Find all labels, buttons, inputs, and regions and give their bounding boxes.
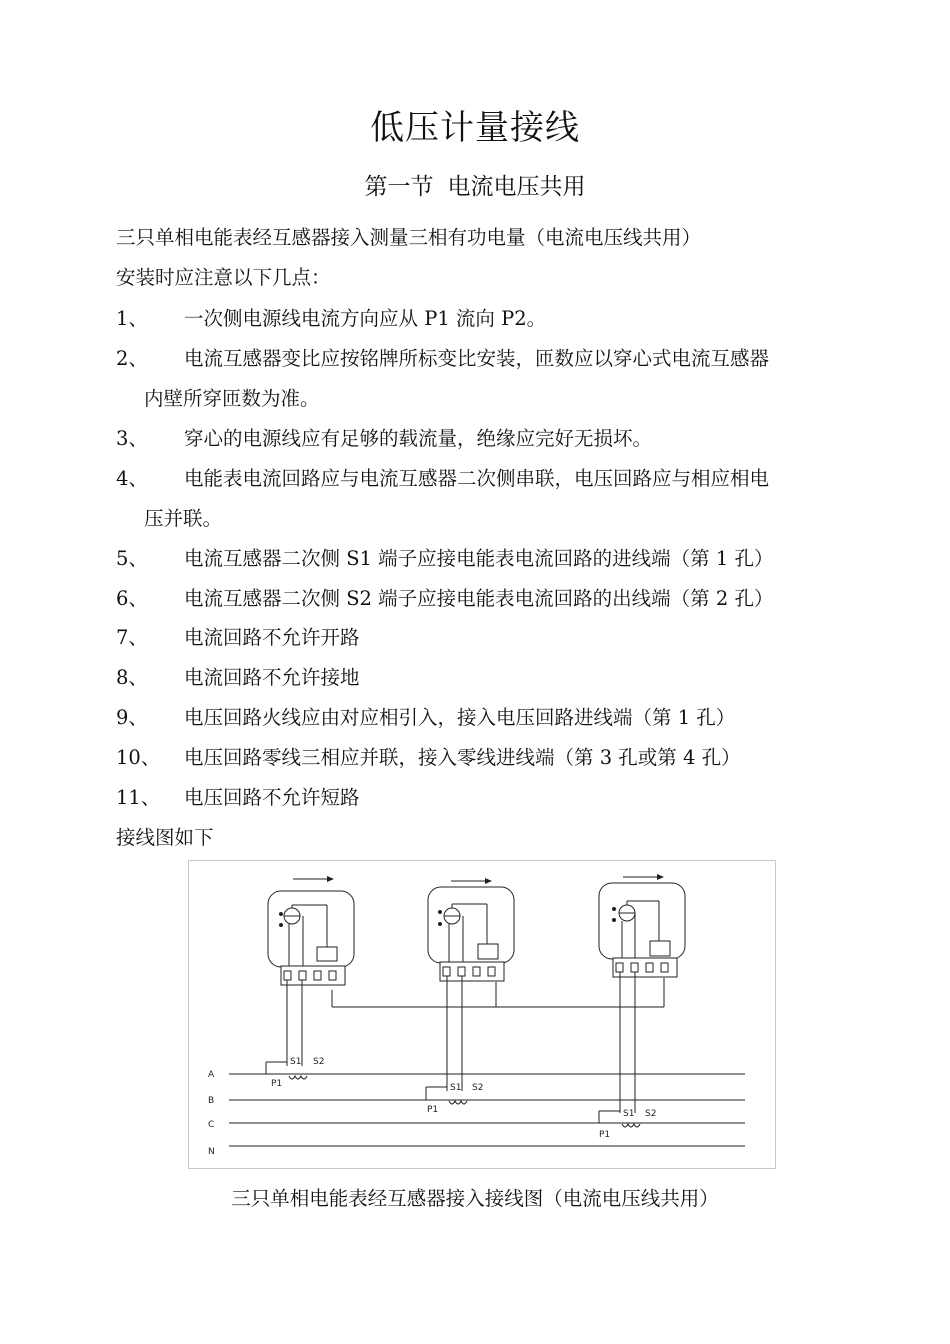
list-item-text: 电流互感器变比应按铭牌所标变比安装，匝数应以穿心式电流互感器: [184, 347, 770, 370]
diagram-lead: 接线图如下: [116, 826, 214, 849]
list-item-continuation: 内壁所穿匝数为准。: [144, 387, 320, 410]
ct3-s1-label: S1: [623, 1109, 635, 1119]
figure-caption: 三只单相电能表经互感器接入接线图（电流电压线共用）: [231, 1187, 719, 1210]
wiring-diagram: [188, 860, 776, 1169]
phase-label-c: C: [208, 1120, 215, 1130]
phase-label-b: B: [208, 1096, 215, 1106]
ct3-p1-label: P1: [599, 1130, 611, 1140]
list-item-number: 1、: [116, 307, 148, 330]
phase-label-n: N: [208, 1147, 215, 1157]
list-item-text: 电压回路火线应由对应相引入，接入电压回路进线端（第 1 孔）: [184, 706, 736, 729]
list-item-text: 一次侧电源线电流方向应从 P1 流向 P2。: [184, 307, 547, 330]
list-item-text: 电压回路不允许短路: [184, 786, 360, 809]
list-item-number: 5、: [116, 547, 148, 570]
section-name: 电流电压共用: [447, 174, 586, 200]
meter-3: [599, 874, 685, 1127]
ct1-s2-label: S2: [313, 1057, 325, 1067]
list-item-number: 10、: [116, 746, 161, 769]
list-item-number: 6、: [116, 587, 148, 610]
list-item-number: 3、: [116, 427, 148, 450]
list-item-text: 电流互感器二次侧 S2 端子应接电能表电流回路的出线端（第 2 孔）: [184, 587, 774, 610]
meter-2: [426, 878, 514, 1104]
list-item-text: 电流回路不允许接地: [184, 666, 360, 689]
ct1-p1-label: P1: [271, 1079, 283, 1089]
list-item-number: 2、: [116, 347, 148, 370]
list-item-number: 11、: [116, 786, 161, 809]
list-item-number: 9、: [116, 706, 148, 729]
lead-paragraph: 安装时应注意以下几点：: [116, 266, 331, 289]
list-item-text: 电流互感器二次侧 S1 端子应接电能表电流回路的进线端（第 1 孔）: [184, 547, 774, 570]
ct2-p1-label: P1: [427, 1105, 439, 1115]
list-item-text: 电压回路零线三相应并联，接入零线进线端（第 3 孔或第 4 孔）: [184, 746, 741, 769]
ct2-s2-label: S2: [472, 1083, 484, 1093]
ct3-s2-label: S2: [645, 1109, 657, 1119]
intro-paragraph: 三只单相电能表经互感器接入测量三相有功电量（电流电压线共用）: [116, 226, 702, 249]
list-item-continuation: 压并联。: [144, 507, 223, 530]
list-item-text: 电能表电流回路应与电流互感器二次侧串联，电压回路应与相应相电: [184, 467, 770, 490]
list-item-number: 7、: [116, 626, 148, 649]
section-heading: [0, 168, 950, 201]
section-number: 第一节: [364, 174, 434, 200]
ct1-s1-label: S1: [290, 1057, 302, 1067]
phase-label-a: A: [208, 1070, 215, 1080]
wiring-diagram-svg: [189, 861, 775, 1168]
document-title: 低压计量接线: [370, 108, 580, 148]
list-item-text: 穿心的电源线应有足够的载流量，绝缘应完好无损坏。: [184, 427, 653, 450]
list-item-number: 4、: [116, 467, 148, 490]
list-item-number: 8、: [116, 666, 148, 689]
meter-1: [266, 876, 354, 1079]
ct2-s1-label: S1: [450, 1083, 462, 1093]
list-item-text: 电流回路不允许开路: [184, 626, 360, 649]
